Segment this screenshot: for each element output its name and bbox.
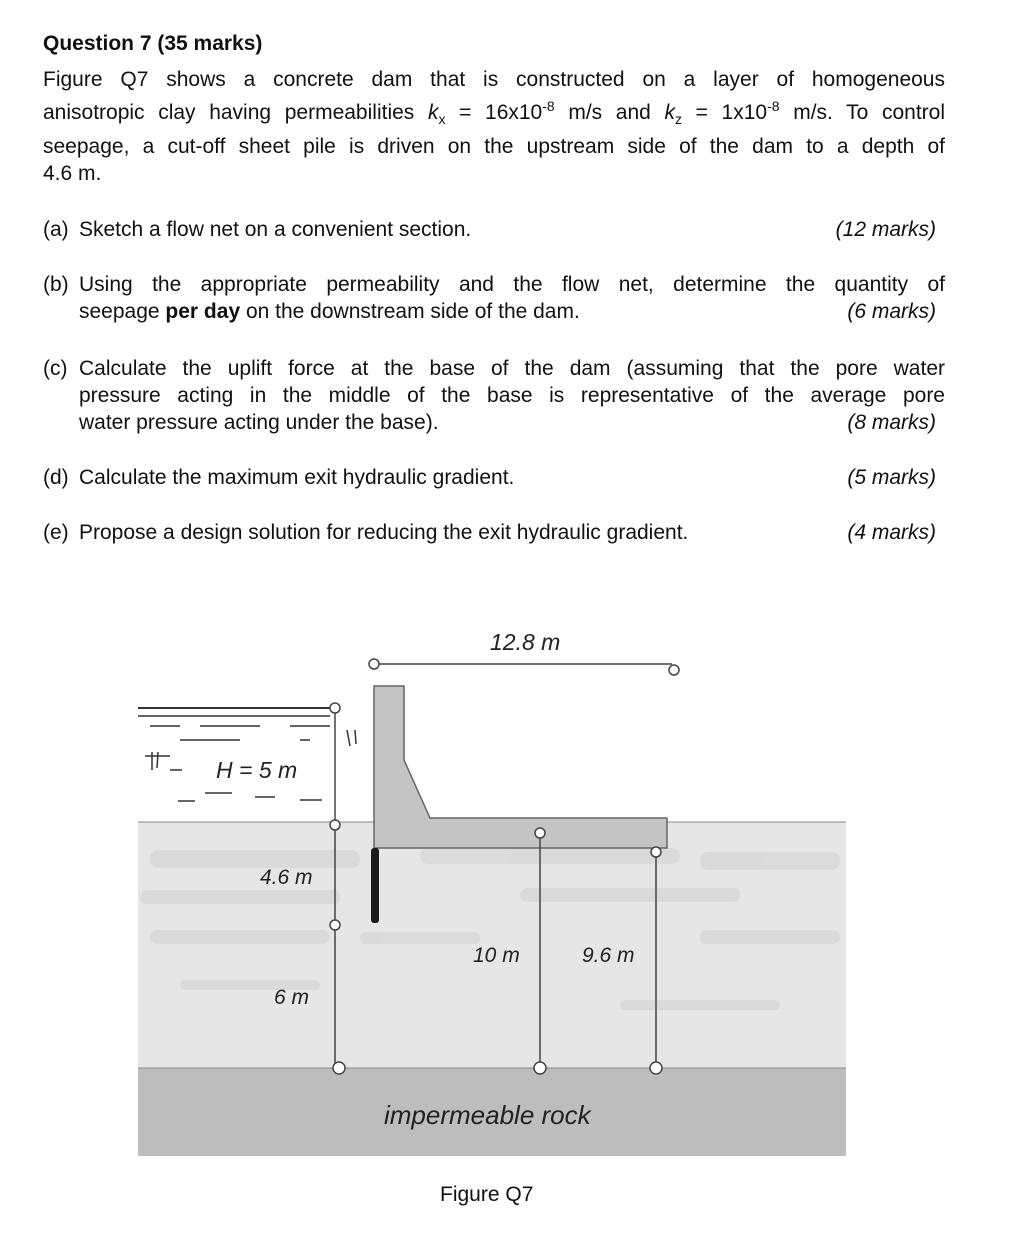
intro-line-4: 4.6 m. (43, 162, 102, 186)
sheet-pile (371, 848, 379, 923)
question-title: Question 7 (35 marks) (43, 32, 263, 55)
part-b-line2: seepage per day on the downstream side of the dam. (79, 300, 580, 323)
right-depth-label: 9.6 m (582, 944, 635, 967)
part-c-marks: (8 marks) (847, 411, 936, 434)
pile-depth-label: 4.6 m (260, 866, 313, 889)
figure-caption: Figure Q7 (440, 1183, 534, 1206)
part-b-line1: Using the appropriate permeability and the flow net, determine the quantity of (79, 273, 945, 296)
rock-label: impermeable rock (384, 1100, 591, 1130)
part-c-line3: water pressure acting under the base). (79, 411, 439, 434)
intro-line-3: seepage, a cut-off sheet pile is driven on the upstream side of the dam to a depth of (43, 135, 945, 159)
width-label: 12.8 m (490, 629, 561, 655)
clay-depth-label: 6 m (274, 986, 310, 1009)
part-d-marks: (5 marks) (847, 466, 936, 489)
part-c-line2: pressure acting in the middle of the base is representative of the average pore (79, 384, 945, 407)
part-b-marks: (6 marks) (847, 300, 936, 323)
mid-depth-label: 10 m (473, 944, 520, 967)
part-e-text: Propose a design solution for reducing the exit hydraulic gradient. (79, 521, 689, 544)
part-d-text: Calculate the maximum exit hydraulic gradient. (79, 466, 515, 489)
intro-line-2: anisotropic clay having permeabilities $k_x = 16x10^{-8}$ m/s and $k_z = 1x10^{-8}$ m/s. To control (43, 98, 945, 128)
part-e-label: (e) (43, 521, 69, 544)
part-a-marks: (12 marks) (835, 218, 936, 241)
part-a-text: Sketch a flow net on a convenient section. (79, 218, 472, 241)
part-b-label: (b) (43, 273, 69, 296)
water-surface (138, 708, 356, 801)
part-c-line1: Calculate the uplift force at the base of the dam (assuming that the pore water (79, 357, 945, 380)
concrete-dam (374, 686, 667, 848)
part-d-label: (d) (43, 466, 69, 489)
part-e-marks: (4 marks) (847, 521, 936, 544)
head-label: H = 5 m (216, 757, 298, 783)
part-a-label: (a) (43, 218, 69, 241)
intro-line-1: Figure Q7 shows a concrete dam that is constructed on a layer of homogeneous (43, 68, 945, 91)
part-c-label: (c) (43, 357, 68, 380)
